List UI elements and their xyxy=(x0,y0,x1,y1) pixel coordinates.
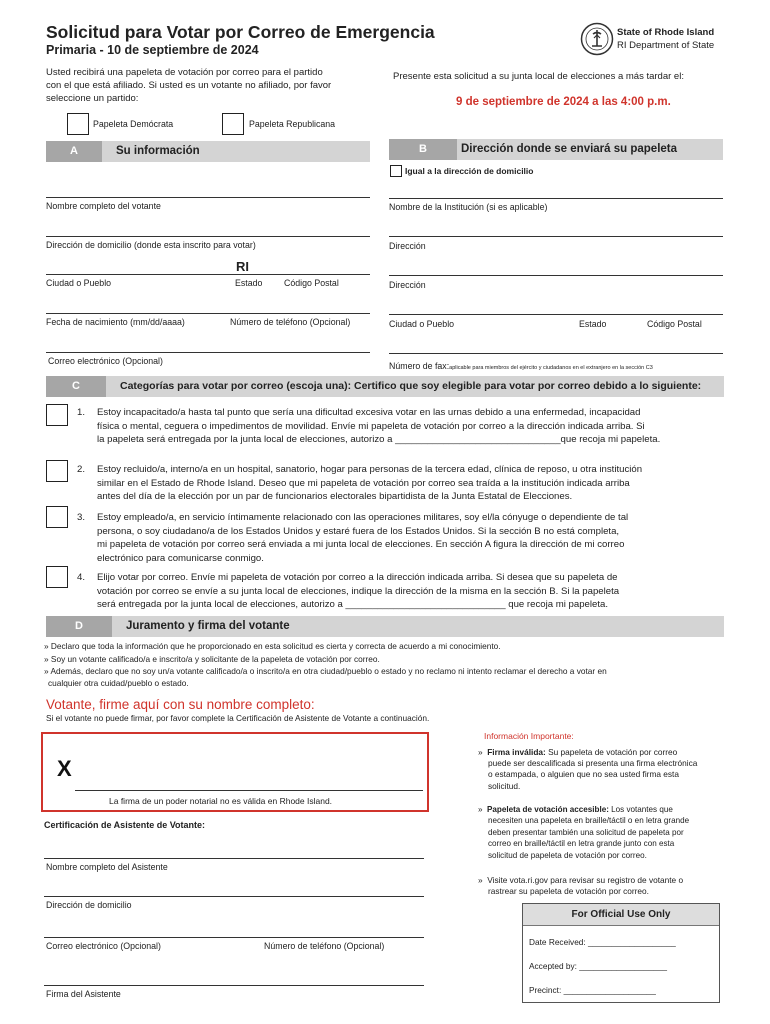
category-2-l3: antes del día de la elección por un par de funcionarios electorales bipartidista de la Junta Estatal de Elecciones. xyxy=(97,491,573,502)
invalid-text-3: o estampada, o alguien que no sea usted firma esta xyxy=(488,769,679,780)
category-4-l3: será entregada por la junta local de elecciones, autorizo a ______________________________ que recoja mi papeleta. xyxy=(97,599,608,610)
assistant-title: Certificación de Asistente de Votante: xyxy=(44,820,206,830)
important-accessible xyxy=(478,804,738,861)
invalid-text-1: Su papeleta de votación por correo xyxy=(545,747,678,757)
oath-bullet-1: » Declaro que toda la información que he proporcionado en esta solicitud es cierta y correcta de acuerdo a mi conocimiento. xyxy=(44,641,501,651)
assistant-address-line[interactable] xyxy=(44,896,424,897)
section-c-header xyxy=(46,376,724,397)
category-3-num: 3. xyxy=(77,512,86,523)
accessible-text-1: Los votantes que xyxy=(608,805,673,814)
signature-heading: Votante, firme aquí con su nombre completo: xyxy=(46,697,315,712)
mail-address2-label: Dirección xyxy=(389,280,426,290)
form-subtitle: Primaria - 10 de septiembre de 2024 xyxy=(46,43,259,57)
voter-city-line[interactable] xyxy=(46,274,370,275)
oath-bullet-2: » Soy un votante calificado/a e inscrito/a y solicitante de la papeleta de votación por correo. xyxy=(44,654,380,664)
category-4-num: 4. xyxy=(77,572,86,583)
category-4-l2: votación por correo se envíe a su junta local de elecciones, indique la dirección de la misma en la sección B. Si la papeleta xyxy=(97,585,620,597)
section-b-title: Dirección donde se enviará su papeleta xyxy=(461,143,678,155)
section-c-title: Categorías para votar por correo xyxy=(120,380,284,392)
signature-note: Si el votante no puede firmar, por favor complete la Certificación de Asistente de Votante a continuación. xyxy=(46,713,430,723)
voter-name-line[interactable] xyxy=(46,197,370,198)
voter-address-label: Dirección de domicilio (donde esta inscrito para votar) xyxy=(46,240,256,250)
section-b-header xyxy=(389,139,723,160)
assistant-signature-label: Firma del Asistente xyxy=(46,989,121,999)
section-c-letter: C xyxy=(46,376,106,397)
voter-dob-line[interactable] xyxy=(46,313,370,314)
fax-label: Número de fax: xyxy=(389,361,450,371)
category-3-l2: persona, o soy ciudadano/a de los Estados Unidos y estaré fuera de los Estados Unidos. Si la sección B no está completa, xyxy=(97,525,620,537)
section-c-choose: (escoja una) xyxy=(286,380,348,392)
deadline: 9 de septiembre de 2024 a las 4:00 p.m. xyxy=(456,96,671,108)
department-name: RI Department of State xyxy=(617,40,715,51)
precinct-field[interactable]: Precinct: ____________________ xyxy=(529,985,656,995)
voter-state-label: Estado xyxy=(235,278,263,288)
accepted-by-field[interactable]: Accepted by: ___________________ xyxy=(529,961,667,971)
republican-checkbox[interactable] xyxy=(222,113,244,135)
voter-zip-label: Código Postal xyxy=(284,278,339,288)
section-a-letter: A xyxy=(46,141,102,162)
mail-address1-label: Dirección xyxy=(389,241,426,251)
institution-line[interactable] xyxy=(389,198,723,199)
voter-dob-label: Fecha de nacimiento (mm/dd/aaaa) xyxy=(46,317,185,327)
state-name: State of Rhode Island xyxy=(617,27,715,38)
important-title: Información Importante: xyxy=(484,731,574,741)
oath-bullet-3b: cualquier otra cuidad/pueblo o estado. xyxy=(48,678,189,688)
visit-text-1: Visite vota.ri.gov para revisar su registro de votante o xyxy=(487,875,684,885)
category-3-l3: mi papeleta de votación por correo será enviada a mi junta local de elecciones. En sección A figura la dirección de mi correo xyxy=(97,539,625,550)
assistant-name-label: Nombre completo del Asistente xyxy=(46,862,168,872)
accessible-text-3: deben presentar también una solicitud de papeleta por xyxy=(488,827,684,837)
form-title: Solicitud para Votar por Correo de Emergencia xyxy=(46,22,435,42)
mail-city-line[interactable] xyxy=(389,314,723,315)
category-1-checkbox[interactable] xyxy=(46,404,68,426)
accessible-text-5: solicitud de papeleta de votación por correo. xyxy=(488,850,647,860)
voter-city-label: Ciudad o Pueblo xyxy=(46,278,112,288)
section-c-title-group xyxy=(120,376,701,397)
important-visit xyxy=(478,875,748,898)
accessible-text-4: correo en braille/táctil en letra grande junto con esta xyxy=(488,839,675,849)
section-a-header xyxy=(46,141,370,162)
democrat-label: Papeleta Demócrata xyxy=(93,119,174,129)
assistant-contact-line[interactable] xyxy=(44,937,424,938)
category-2-l1: Estoy recluido/a, interno/a en un hospital, sanatorio, hogar para personas de la tercera edad, clínica de reposo, u otra institución xyxy=(97,464,643,475)
mail-zip-label: Código Postal xyxy=(647,319,702,329)
mail-state-label: Estado xyxy=(579,319,607,329)
visit-line-1: » Visite vota.ri.gov para revisar su registro de votante o xyxy=(478,875,684,885)
accessible-text-2: necesiten una papeleta en braille/táctil o en letra grande xyxy=(488,816,690,826)
voter-signature-box[interactable] xyxy=(41,732,429,812)
mail-city-label: Ciudad o Pueblo xyxy=(389,319,455,329)
section-d-title: Juramento y firma del votante xyxy=(126,620,290,632)
accessible-label: Papeleta de votación accesible: xyxy=(487,805,609,814)
official-use-title: For Official Use Only xyxy=(523,904,719,926)
assistant-email-label: Correo electrónico (Opcional) xyxy=(46,941,161,951)
category-1-num: 1. xyxy=(77,407,86,418)
date-received-field[interactable]: Date Received: ___________________ xyxy=(529,937,676,947)
invalid-label: Firma inválida: xyxy=(487,747,546,757)
section-b-letter: B xyxy=(389,139,457,160)
category-4-l1: Elijo votar por correo. Envíe mi papeleta de votación por correo a la dirección indicada arriba. Si desea que su papeleta de xyxy=(97,572,618,583)
important-invalid xyxy=(478,747,738,792)
section-c-certify: : Certifico que soy elegible para votar por correo debido a lo siguiente: xyxy=(347,380,702,392)
oath-bullet-3a: » Además, declaro que no soy un/a votante calificado/a o inscrito/a en otra ciudad/pueblo o estado y no reclamo ni intento reclamar el derecho a votar en xyxy=(44,666,607,676)
signature-line xyxy=(75,790,423,791)
official-use-box xyxy=(522,903,720,1003)
invalid-text-2: puede ser descalificada si presenta una firma electrónica xyxy=(488,758,698,769)
invalid-text-4: solicitud. xyxy=(488,780,521,791)
state-value: RI xyxy=(236,259,249,274)
state-seal-icon xyxy=(580,22,614,56)
same-address-label: Igual a la dirección de domicilio xyxy=(405,166,534,176)
section-d-header xyxy=(46,616,724,637)
democrat-checkbox[interactable] xyxy=(67,113,89,135)
intro-left-3: seleccione un partido: xyxy=(46,93,139,104)
voter-phone-label: Número de teléfono (Opcional) xyxy=(230,317,351,327)
intro-left-1: Usted recibirá una papeleta de votación por correo para el partido xyxy=(46,67,323,78)
signature-x-mark: X xyxy=(57,756,72,781)
category-1-l3: la papeleta será entregada por la junta local de elecciones, autorizo a _______________________________que recoja mi papeleta. xyxy=(97,434,661,445)
invalid-line-1: » Firma inválida: Su papeleta de votación por correo xyxy=(478,747,678,757)
republican-label: Papeleta Republicana xyxy=(249,119,336,129)
category-3-l4: electrónico para comunicarse conmigo. xyxy=(97,552,264,564)
assistant-name-line[interactable] xyxy=(44,858,424,859)
fax-line[interactable] xyxy=(389,353,723,354)
voter-name-label: Nombre completo del votante xyxy=(46,201,161,211)
poa-note: La firma de un poder notarial no es válida en Rhode Island. xyxy=(109,796,333,806)
category-1-l1: Estoy incapacitado/a hasta tal punto que sería una dificultad excesiva votar en las urnas debido a una enfermedad, incapacidad xyxy=(97,407,641,418)
category-1-l2: física o mental, ceguera o impedimentos de movilidad. Envíe mi papeleta de votación por correo a la dirección indicada arriba. Si xyxy=(97,420,645,432)
category-3-l1: Estoy empleado/a, en servicio íntimamente relacionado con las operaciones militares, soy el/la cónyuge o dependiente de tal xyxy=(97,512,629,523)
voter-address-line[interactable] xyxy=(46,236,370,237)
intro-right: Presente esta solicitud a su junta local de elecciones a más tardar el: xyxy=(393,71,684,82)
visit-text-2: rastrear su papeleta de votación por correo. xyxy=(488,886,649,897)
assistant-signature-line[interactable] xyxy=(44,985,424,986)
assistant-phone-label: Número de teléfono (Opcional) xyxy=(264,941,385,951)
fax-note: aplicable para miembros del ejército y ciudadanos en el extranjero en la sección C3 xyxy=(449,365,653,371)
category-2-l2: similar en el Estado de Rhode Island. Deseo que mi papeleta de votación por correo sea traída a la institución indicada arriba xyxy=(97,477,630,489)
same-address-checkbox[interactable] xyxy=(390,165,402,177)
category-4-checkbox[interactable] xyxy=(46,566,68,588)
institution-label: Nombre de la Institución (si es aplicable) xyxy=(389,202,548,212)
mail-address1-line[interactable] xyxy=(389,236,723,237)
category-2-checkbox[interactable] xyxy=(46,460,68,482)
fax-label-group xyxy=(389,356,653,374)
intro-left-2: con el que está afiliado. Si usted es un votante no afiliado, por favor xyxy=(46,80,332,91)
category-2-num: 2. xyxy=(77,464,86,475)
section-a-title: Su información xyxy=(116,145,200,157)
accessible-line-1: » Papeleta de votación accesible: Los votantes que xyxy=(478,805,673,814)
category-3-checkbox[interactable] xyxy=(46,506,68,528)
mail-address2-line[interactable] xyxy=(389,275,723,276)
voter-email-line[interactable] xyxy=(46,352,370,353)
voter-email-label: Correo electrónico (Opcional) xyxy=(48,356,163,366)
assistant-address-label: Dirección de domicilio xyxy=(46,900,132,910)
section-d-letter: D xyxy=(46,616,112,637)
